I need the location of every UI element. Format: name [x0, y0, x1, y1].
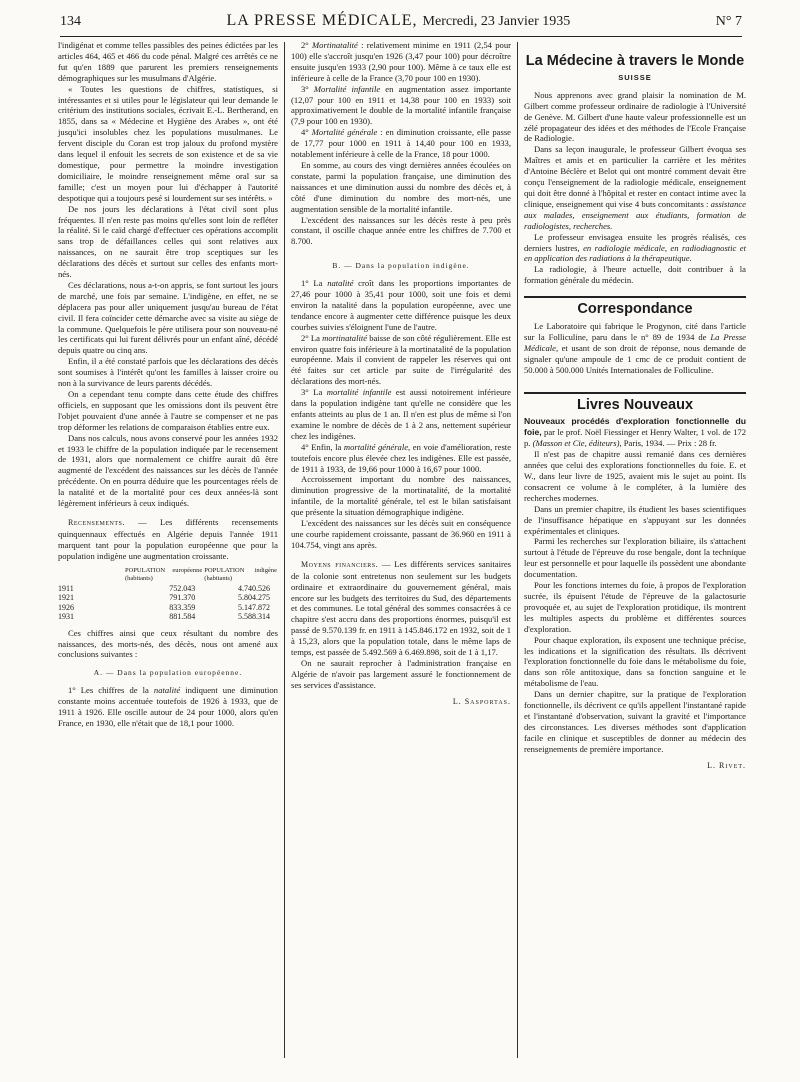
column-divider: [284, 42, 285, 1058]
paragraph: [291, 278, 511, 333]
paragraph: [291, 333, 511, 388]
table-header-indigenous: POPULATION indigène (habitants): [204, 566, 277, 582]
paragraph: « Toutes les questions de chiffres, statistiques, si intéressantes et si utiles pour le législateur qui leur demande le critérium des institutions sociales, écrivait E.-L. Bertherand, en 1855, dans sa « Médecine et Hygiène des Arabes », ont été jusqu'ici insolubles chez les populations musulmanes. Le fervent disciple du Coran est trop jaloux du profond mystère dans lequel il enfouit les secrets de son existence et de sa vie domestique, pour permettre la moindre investigation domiciliaire, le moindre renseignement même oral sur sa famille; c'est un moyen pour lui d'échapper à l'autorité despotique qui a toujours pesé si lourdement sur ses intérêts. »: [58, 83, 278, 203]
text: en augmentation assez importante (12,07 pour 100 en 1911 et 14,38 pour 100 en 1933) soit approximativement le double de la mortalité infantile française (7,9 pour 100 en 1930).: [291, 83, 511, 127]
section-heading-a: A. — Dans la population européenne.: [93, 668, 243, 678]
paragraph-moyens: [291, 559, 511, 658]
text: 3°: [301, 83, 314, 94]
paragraph: L'excédent des naissances sur les décès reste à peu près constant, il oscille chaque année entre les chiffres de 7.700 et 8.700.: [291, 214, 511, 247]
paragraph: La radiologie, à l'heure actuelle, doit contribuer à la formation générale du médecin.: [524, 264, 746, 286]
cell-indigenous: 5.147.872: [238, 602, 270, 612]
country-heading: SUISSE: [618, 72, 652, 82]
emphasis: Mortalité infantile: [313, 83, 381, 94]
paragraph: Accroissement important du nombre des naissances, diminution progressive de la mortinatalité, de la mortalité infantile, de la mortalité générale, tel est le bilan satisfaisant que présente la situation démographique indigène.: [291, 474, 511, 518]
paragraph: Parmi les recherches sur l'exploration biliaire, ils s'attachent surtout à l'étude de l'épreuve du rose bengale, dont la technique leur est personnelle et pour laquelle ils possèdent une abondante documentation.: [524, 536, 746, 580]
section-divider: [524, 296, 746, 298]
paragraph: Dans un premier chapitre, ils étudient les bases scientifiques de l'insuffisance hépatique en s'appuyant sur les données expérimentales et cliniques.: [524, 503, 746, 536]
author-signature: L. Sasportas.: [452, 696, 511, 706]
population-table: [58, 566, 278, 622]
cell-european: 791.370: [169, 593, 196, 603]
paragraph: [291, 84, 511, 128]
cell-year: 1926: [58, 602, 74, 612]
paragraph: Ces déclarations, nous a-t-on appris, se font surtout les jours de marché, une fois par semaine. L'indigène, en effet, ne se déplacera pas pour aller uniquement jusqu'au bureau de l'état civil. Il fera coïncider cette démarche avec sa visite au siège de la commune. Quelquefois le père utilisera pour son nouveau-né les certificats qui lui furent délivrés pour un enfant aîné, décédé depuis quatre ou cinq ans.: [58, 279, 278, 356]
table-row: [58, 603, 278, 613]
paragraph: Enfin, il a été constaté parfois que les déclarations des décès sont soumises à l'intérêt qu'ont les familles à laisser croire ou non à la survivance de leurs parents décédés.: [58, 356, 278, 389]
paragraph: [524, 144, 746, 231]
paragraph: Dans un dernier chapitre, sur la pratique de l'exploration fonctionnelle, ils décrivent ce qu'ils appellent l'instantané rapide et l'instantané d'observation, suivant la gravité et l'importance des circonstances. Les diverses méthodes sont d'application facile en clinique et susceptibles de donner au médecin des renseignements de première importance.: [524, 689, 746, 754]
cell-indigenous: 5.804.275: [238, 593, 270, 603]
paragraph: Pour chaque exploration, ils exposent une technique précise, les indications et la signification des résultats. Ils décrivent l'exploration fonctionnelle du foie dans le métabolisme du foie, dans son rôle antitoxique, dans sa fonction sanguine et le métabolisme de l'eau.: [524, 634, 746, 689]
paragraph: [524, 232, 746, 265]
table-row: [58, 593, 278, 603]
author-signature: L. Rivet.: [707, 760, 746, 770]
text: indiquent une diminution constante moins accentuée toutefois de 1926 à 1933, que de 1911 à 1926. Elle oscille autour de 24 pour 1000, alors qu'en France, en 1930, elle n'était que de 18,1 pour 1000.: [58, 685, 278, 728]
emphasis: mortalité générale: [343, 441, 409, 452]
text: 2° La: [301, 332, 323, 343]
text: croît dans les proportions importantes de 27,46 pour 1000 à 35,41 pour 1000, soit une fois et demi environ la natalité dans la population européenne, avec une tendance encore à augmenter cette différence puisque les deux courbes suivies s'éloignent l'une de l'autre.: [291, 278, 511, 332]
issue-date: Mercredi, 23 Janvier 1935: [422, 14, 571, 29]
book-title: Nouveaux procédés d'exploration fonctionnelle du foie,: [524, 416, 746, 438]
paragraph: Nous apprenons avec grand plaisir la nomination de M. Gilbert comme professeur ordinaire de radiologie à l'Université de Genève. M. Gilbert d'une haute valeur professionnelle est un zélé propagateur des idées et des méthodes de l'Ecole Française de Radiologie.: [524, 89, 746, 144]
section-divider: [524, 392, 746, 394]
text: Dans sa leçon inaugurale, le professeur Gilbert évoqua ses Maîtres et amis et en particulier la carrière et les mérites d'Antoine Béclère et Belot qui ont montré comment devait être conçu l'enseignement de la radiologie médicale, enseignement qui doit être donné à l'hôpital et rester en contact intime avec la clinique, enseignement qui vise 4 buts concomitants :: [524, 144, 746, 209]
text: , Paris, 1934. — Prix : 28 fr.: [619, 438, 717, 449]
journal-title: [227, 12, 571, 30]
table-row: [58, 612, 278, 622]
text: 2°: [301, 40, 313, 50]
text: 3° La: [301, 387, 327, 398]
column-3: [524, 40, 746, 771]
text: : relativement minime en 1911 (2,54 pour 100) elle s'accroît jusqu'en 1926 (3,47 pour 100) pour décroître ensuite jusqu'en 1933 (2,90 pour 100). Même à ce taux elle est inférieure à celle de la France (3,70 pour 100 en 1930).: [291, 40, 511, 83]
page-number: 134: [60, 14, 81, 29]
emphasis: natalité: [153, 685, 181, 696]
paragraph: [291, 387, 511, 442]
paragraph: [291, 40, 511, 84]
cell-year: 1911: [58, 583, 74, 593]
paragraph: Il n'est pas de chapitre aussi remanié dans ces dernières années que celui des explorations fonctionnelles du foie. E. et W., dans leur livre de 1925, avaient mis le sujet au point. Ils consacrent ce volume à le compléter, à la lumière des recherches modernes.: [524, 449, 746, 503]
paragraph: On a cependant tenu compte dans cette étude des chiffres officiels, en supposant que les omissions dont ils peuvent être l'objet pouvaient d'une année à l'autre se compenser et ne pas trop déformer les relations de comparaison établies entre eux.: [58, 389, 278, 432]
paragraph-text: — Les différents recensements quinquennaux effectués en Algérie depuis l'année 1911 marquent tant pour la population européenne que pour la population indigène une augmentation croissante.: [58, 516, 278, 561]
text: Le Laboratoire qui fabrique le Progynon, cité dans l'article sur la Folliculine, paru dans le n° 89 de 1934 de: [524, 321, 746, 342]
paragraph: Ces chiffres ainsi que ceux résultant du nombre des naissances, des morts-nés, des décès, nous ont amené aux conclusions suivantes :: [58, 627, 278, 660]
text: , et usant de son droit de réponse, nous demande de signaler qu'une ampoule de 1 cmc de ce produit contient de 50.000 à 500.000 Unités Internationales de Folliculine.: [524, 342, 746, 375]
paragraph: [291, 127, 511, 160]
paragraph: Dans nos calculs, nous avons conservé pour les années 1932 et 1933 le chiffre de la population indiquée par le recensement de 1931, alors que normalement ce chiffre aurait dû être augmenté de l'excédent des naissances sur les décès de l'année précédente. On en pourra déduire que les pourcentages réels de la natalité et de la mortalité pour ces deux années-là sont légèrement inférieurs à ceux indiqués.: [58, 432, 278, 509]
section-heading-b: B. — Dans la population indigène.: [332, 261, 470, 271]
text: par le prof. Noël Fiessinger et Henry Walter, 1 vol. de 172 p.: [524, 427, 746, 449]
emphasis: assistance aux malades, enseignement aux étudiants, formation de radiologistes, recherches.: [524, 198, 746, 231]
column-1: [58, 40, 278, 729]
emphasis: mortinatalité: [322, 332, 368, 343]
text: 4°: [301, 127, 312, 138]
paragraph: On ne saurait reprocher à l'administration française en Algérie de n'avoir pas largement assuré le fonctionnement de ses services d'assistance.: [291, 657, 511, 690]
table-header-year: [58, 566, 124, 584]
text: 1° Les chiffres de la: [68, 685, 154, 696]
section-title-correspondance: Correspondance: [577, 301, 693, 318]
cell-european: 752.043: [169, 583, 196, 593]
cell-european: 881.584: [169, 612, 196, 622]
text: 1° La: [301, 278, 328, 289]
paragraph: [524, 321, 746, 376]
emphasis: (Masson et Cie, éditeurs): [532, 438, 620, 449]
paragraph: L'excédent des naissances sur les décès suit en conséquence une courbe rapidement croissante, passant de 36.960 en 1911 à 104.754, vingt ans après.: [291, 518, 511, 550]
cell-year: 1921: [58, 593, 74, 603]
text: est aussi notoirement inférieure dans la population indigène tant qu'elle ne considère que les enfants atteints au plus de 1 an. Il n'en est plus de même si l'on examine le nombre de décès de 1 à 2 ans, nettement supérieur chez les indigènes.: [291, 387, 511, 441]
paragraph: De nos jours les déclarations à l'état civil sont plus fréquentes. Il n'en reste pas moins qu'elles sont loin de refléter la réalité. Si le caïd chargé d'effectuer ces opérations accomplit sans trop de défaillances celles qui sont relatives aux naissances, on ne saurait être trop sceptiques sur les déclarations des décès et surtout sur celles des enfants mort-nés.: [58, 203, 278, 280]
issue-number: N° 7: [715, 14, 742, 29]
cell-indigenous: 5.588.314: [238, 612, 270, 622]
emphasis: La Presse Médicale: [524, 331, 746, 353]
column-2: [291, 40, 511, 708]
emphasis: mortalité infantile: [326, 387, 392, 398]
paragraph: [58, 685, 278, 729]
cell-indigenous: 4.740.526: [238, 583, 270, 593]
run-in-heading: Recensements.: [68, 517, 125, 527]
emphasis: en radiologie médicale, en radiodiagnostic et en application des radiations à la thérapeutique.: [524, 242, 746, 264]
paragraph: [291, 442, 511, 475]
paragraph-recensements: [58, 517, 278, 562]
table-header-european: POPULATION européenne (habitants): [125, 566, 203, 582]
paragraph: En somme, au cours des vingt dernières années écoulées on constate, parmi la population française, une diminution des naissances et une diminution aussi du nombre des décès et, à côté d'une diminution du nombre des mort-nés, une augmentation sensible de la mortalité infantile.: [291, 159, 511, 214]
paragraph-text: — Les différents services sanitaires de la colonie sont entretenus non seulement sur les budgets ordinaire et extraordinaire du gouvernement général, mais encore sur les budgets des territoires du Sud, des départements et des communes. Le total général des sommes consacrées à ce chapitre s'est accru dans des proportions énormes, puisqu'il est passé de 9.570.139 fr. en 1911 à 145.846.172 en 1932, soit de 1 à 15,23, alors que la population totale, dans le même laps de temps, est passée de 5.492.569 à 6.469.898, soit de 1 à 1,17.: [291, 558, 511, 658]
emphasis: Mortalité générale: [311, 127, 378, 138]
text: 4° Enfin, la: [301, 441, 344, 452]
table-row: [58, 584, 278, 594]
paragraph: Pour les fonctions internes du foie, à propos de l'exploration sucrée, ils épuisent l'étude de l'épreuve de la galactosurie provoquée et, au sujet de l'exploration protidique, ils montrent les multiples aspects du problème et différentes sources d'exploration.: [524, 580, 746, 634]
text: : en diminution croissante, elle passe de 17,77 pour 1000 en 1911 à 14,40 pour 100 en 1933, notablement inférieure à celle de la France, 18 pour 1000.: [291, 127, 511, 160]
emphasis: natalité: [327, 278, 354, 289]
paragraph: l'indigénat et comme telles passibles des peines édictées par les articles 464, 465 et 466 du code pénal. Malgré ces arrêtés ce ne fut qu'en 1889 que parurent les premiers renseignements démographiques sur les musulmans d'Algérie.: [58, 40, 278, 83]
text: , en voie d'amélioration, reste toutefois encore plus élevée chez les indigènes. Elle est passée, de 1911 à 1933, de 19,66 pour 1000 à 16,67 pour 1000.: [291, 441, 512, 474]
section-title-medecine: La Médecine à travers le Monde: [525, 53, 745, 69]
book-reference: [524, 416, 746, 449]
emphasis: Mortinatalité: [312, 40, 358, 50]
section-title-livres: Livres Nouveaux: [576, 396, 694, 413]
run-in-heading: Moyens financiers.: [301, 559, 379, 569]
page-header: [60, 12, 742, 37]
text: baisse de son côté régulièrement. Elle est environ quatre fois inférieure à la mortinatalité de la population européenne. Mais il convient de rappeler les réserves qui ont été faites sur cet article par suite de l'irrégularité des déclarations des mort-nés.: [291, 332, 511, 387]
text: Le professeur envisagea ensuite les progrès réalisés, ces derniers lustres,: [524, 231, 746, 253]
cell-european: 833.359: [169, 602, 196, 612]
cell-year: 1931: [58, 612, 74, 622]
column-divider: [517, 42, 518, 1058]
journal-name: LA PRESSE MÉDICALE,: [226, 12, 418, 29]
